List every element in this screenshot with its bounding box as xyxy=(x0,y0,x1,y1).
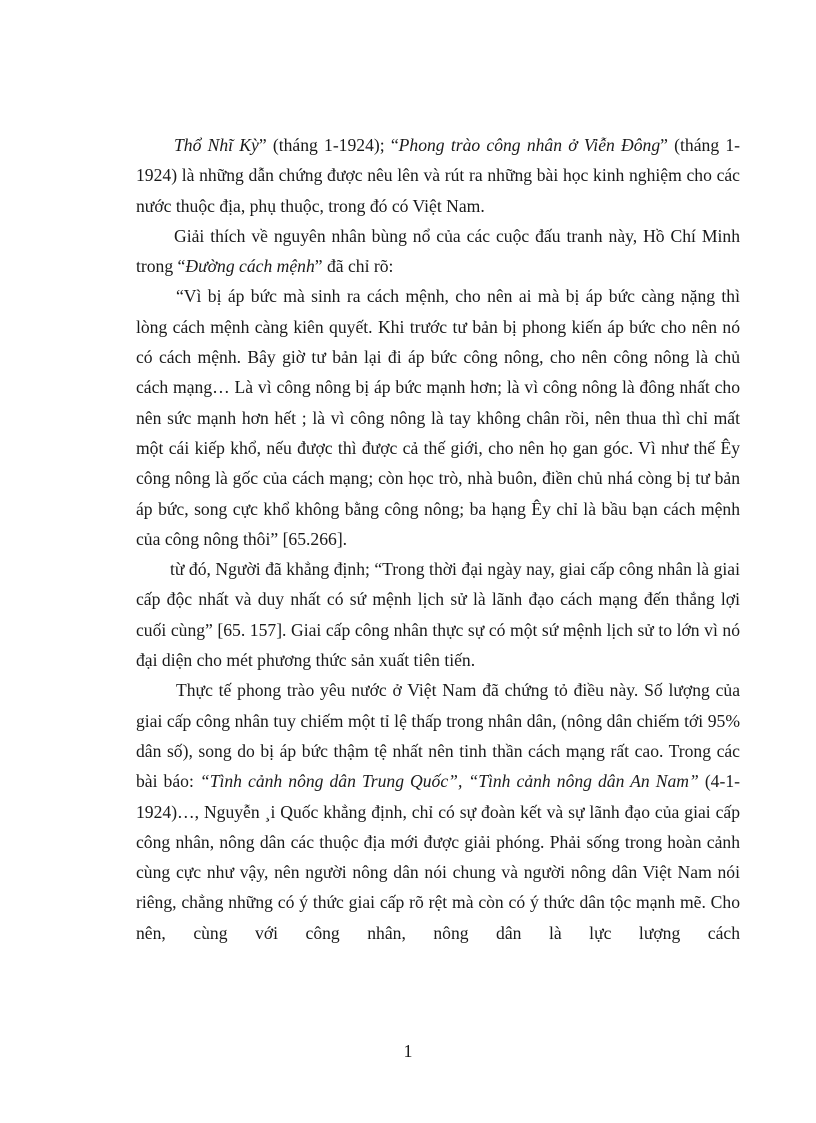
text-segment: Giải thích về nguyên nhân bùng nổ của các cuộc đấu tranh này, Hồ Chí Minh trong “ xyxy=(136,225,740,277)
text-segment: Thổ Nhĩ Kỳ xyxy=(174,135,259,155)
text-segment: “Vì bị áp bức mà sinh ra cách mệnh, cho nên ai mà bị áp bức càng nặng thì lòng cách mệnh càng kiên quyết. Khi trước tư bản bị phong kiến áp bức cho nên nó có cách mệnh. Bây giờ tư bản lại đi áp bức công nông, cho nên công nông là chủ cách mạng… Là vì công nông bị áp bức mạnh hơn; là vì công nông là đông nhất cho nên sức mạnh hơn hết ; là vì công nông là tay không chân rồi, nên thua thì chỉ mất một cái kiếp khổ, nếu được thì được cả thế giới, cho nên họ gan góc. Vì như thế Êy công nông là gốc của cách mạng; còn học trò, nhà buôn, điền chủ nhá còng bị tư bản áp bức, song cực khổ không bằng công nông; ba hạng Êy chỉ là bầu bạn cách mệnh của công nông thôi” [65.266]. xyxy=(136,286,740,549)
paragraph-3-quote xyxy=(136,281,740,554)
text-segment: ” đã chỉ rõ: xyxy=(314,256,394,277)
paragraph-2 xyxy=(136,221,740,282)
text-segment: (4-1-1924)…, Nguyễn ¸i Quốc khẳng định, chỉ có sự đoàn kết và sự lãnh đạo của giai cấp công nhân, nông dân các thuộc địa mới được giải phóng. Phải sống trong hoàn cảnh cùng cực như vậy, nên người nông dân nói chung và người nông dân Việt Nam nói riêng, chẳng những có ý thức giai cấp rõ rệt mà còn có ý thức dân tộc mạnh mẽ. Cho nên, cùng với công nhân, nông dân là lực lượng cách xyxy=(136,771,740,943)
text-segment: ” (tháng 1-1924); “ xyxy=(258,135,399,155)
text-segment: Phong trào công nhân ở Viễn Đông xyxy=(398,135,661,155)
paragraph-1 xyxy=(136,130,740,221)
text-segment: “Tình cảnh nông dân Trung Quốc”, “Tình cảnh nông dân An Nam” xyxy=(199,771,699,792)
paragraph-4 xyxy=(136,554,740,675)
text-segment: ” (tháng 1-1924) là những dẫn chứng được nêu lên và rút ra những bài học kinh nghiệm cho các nước thuộc địa, phụ thuộc, trong đó có Việt Nam. xyxy=(136,135,740,216)
text-segment: từ đó, Người đã khẳng định; “Trong thời đại ngày nay, giai cấp công nhân là giai cấp độc nhất và duy nhất có sứ mệnh lịch sử là lãnh đạo cách mạng đến thắng lợi cuối cùng” [65. 157]. Giai cấp công nhân thực sự có một sứ mệnh lịch sử to lớn vì nó đại diện cho mét phương thức sản xuất tiên tiến. xyxy=(136,559,740,671)
page-number: 1 xyxy=(403,1041,413,1061)
body-text xyxy=(136,130,740,948)
text-segment: Đường cách mệnh xyxy=(185,256,315,277)
paragraph-5 xyxy=(136,675,740,948)
text-segment: Thực tế phong trào yêu nước ở Việt Nam đã chứng tỏ điều này. Số lượng của giai cấp công nhân tuy chiếm một tỉ lệ thấp trong nhân dân, (nông dân chiếm tới 95% dân số), song do bị áp bức thậm tệ nhất nên tinh thần cách mạng rất cao. Trong các bài báo: xyxy=(136,680,740,792)
